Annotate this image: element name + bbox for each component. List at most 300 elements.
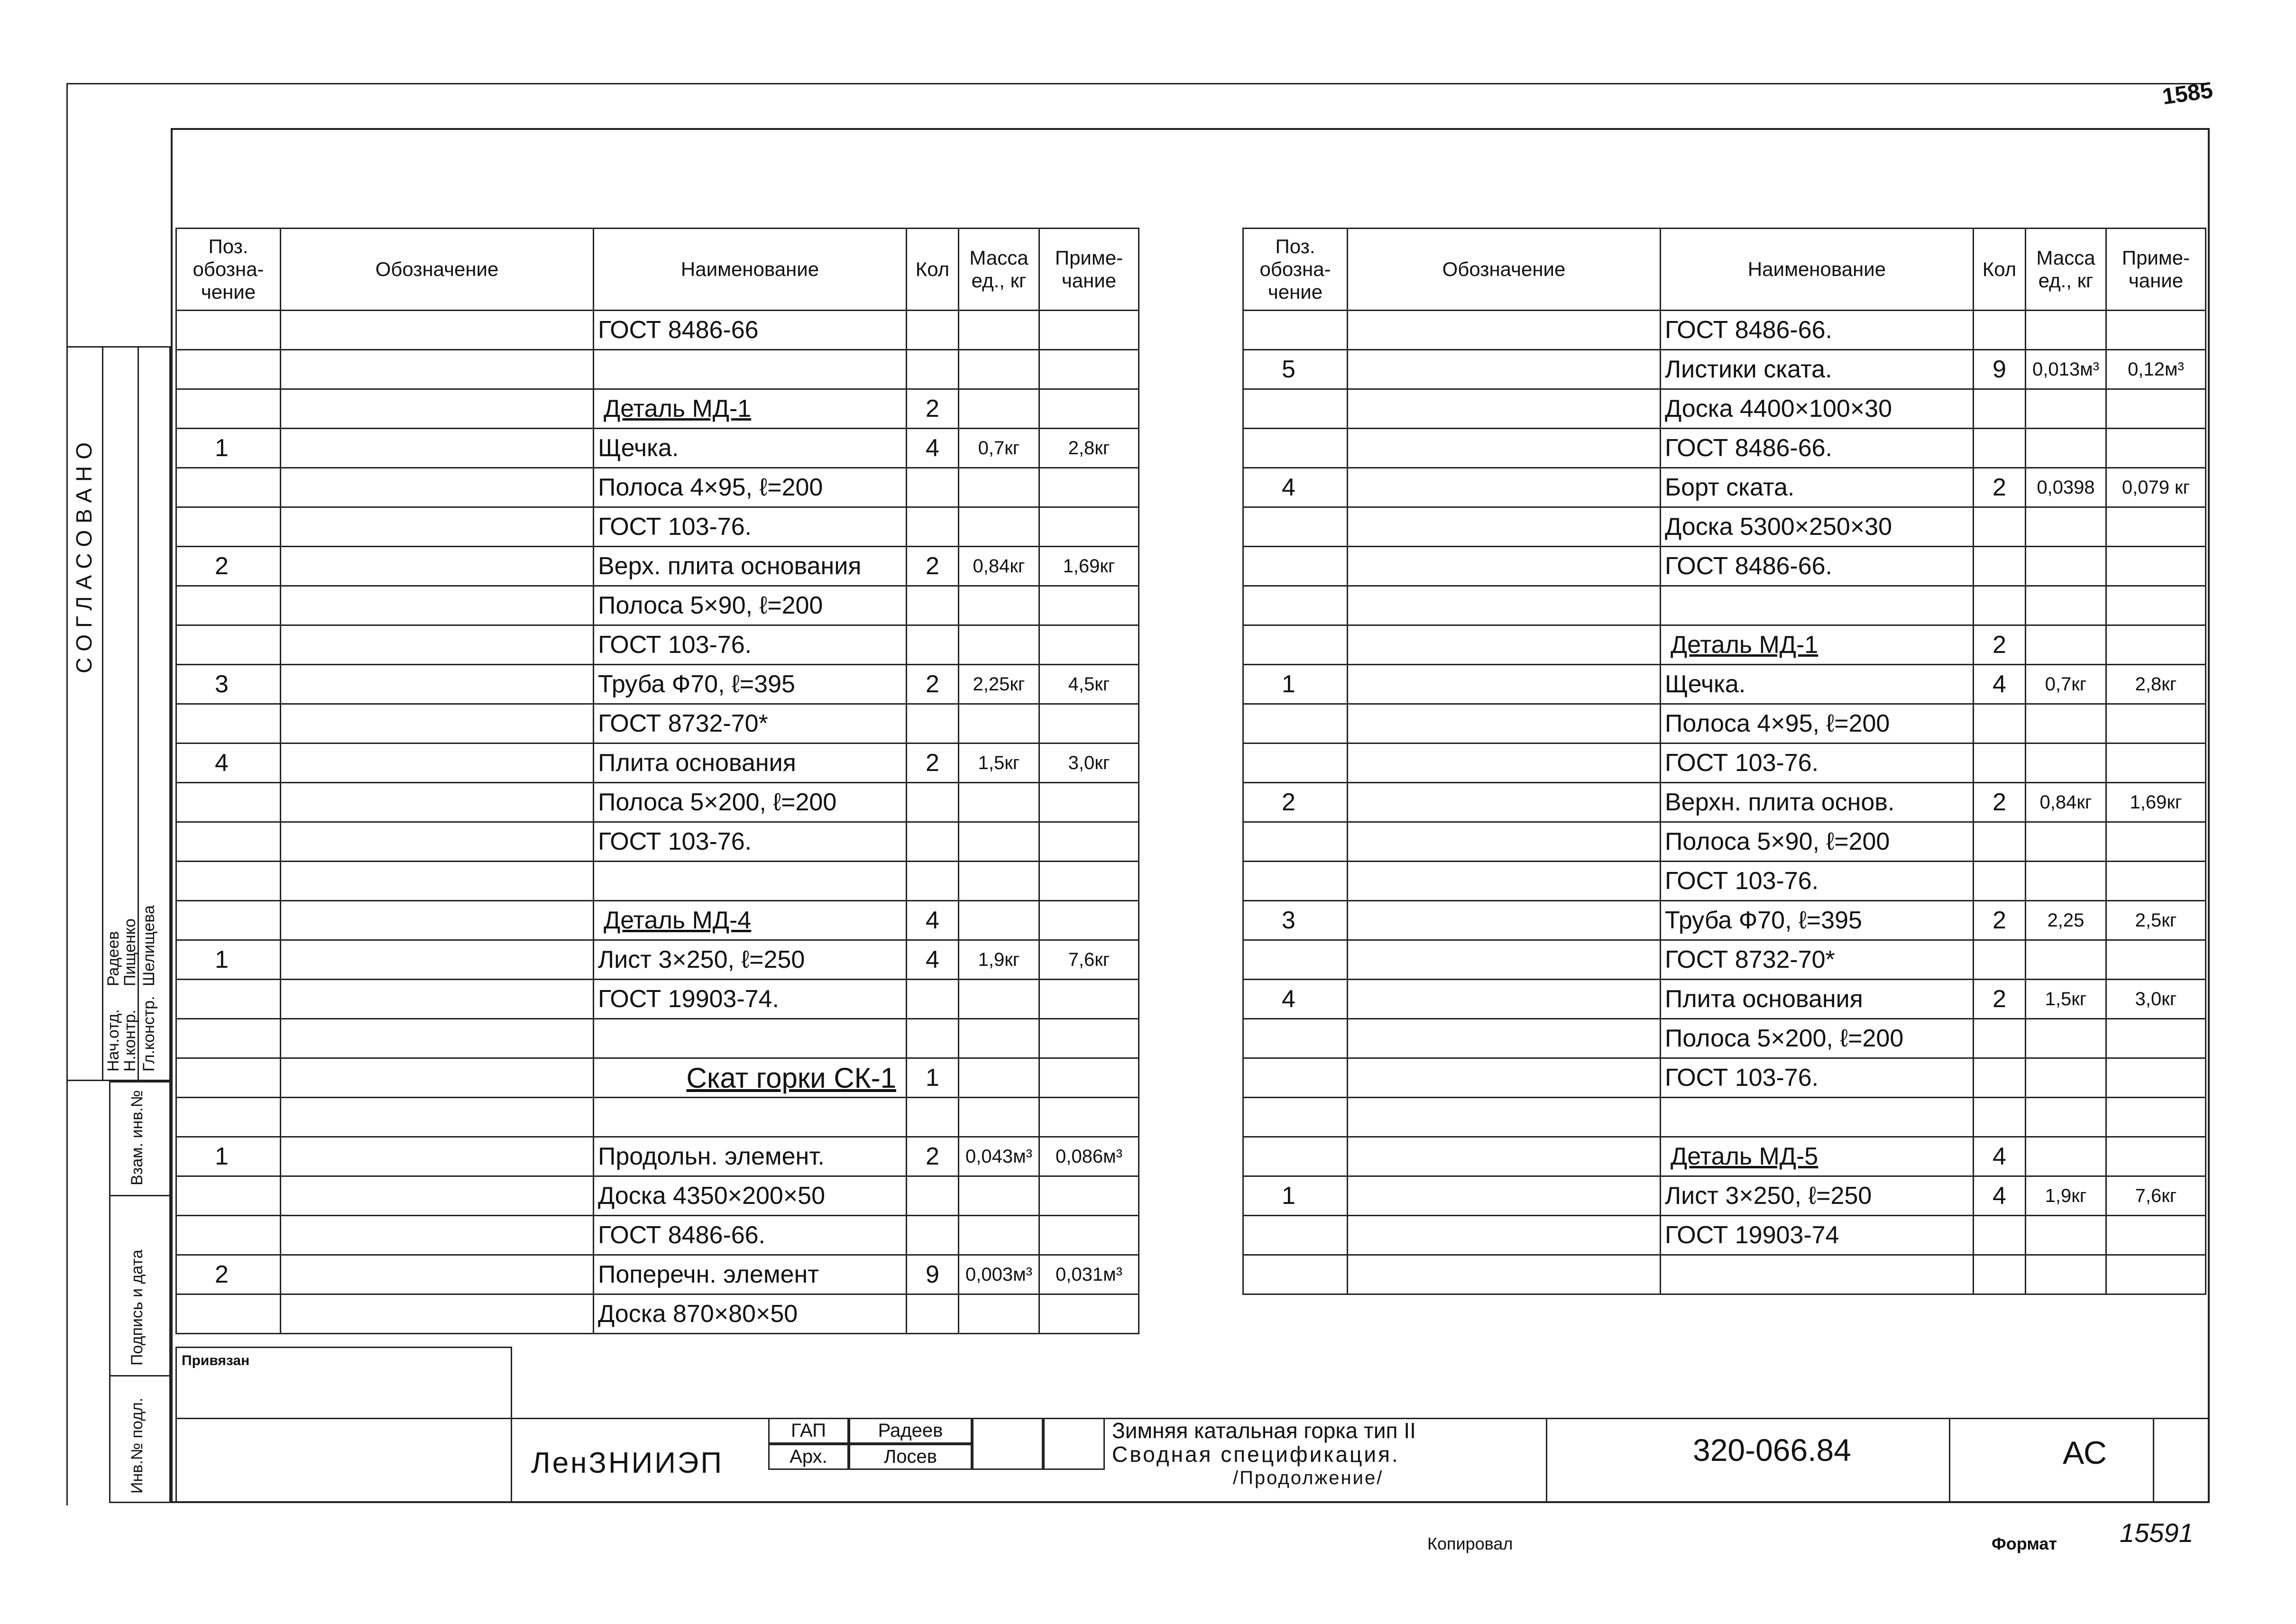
header-designation: Обозначение (281, 229, 594, 311)
mass-cell (2026, 586, 2106, 625)
designation-cell (1348, 1019, 1661, 1058)
designation-cell (1348, 468, 1661, 507)
mass-cell (959, 822, 1039, 862)
mass-cell (959, 1294, 1039, 1334)
pos-cell (1243, 1137, 1348, 1176)
name-cell: Деталь МД-1 (1661, 625, 1974, 665)
note-cell (2106, 704, 2206, 743)
mass-cell: 1,5кг (959, 743, 1039, 783)
table-row (1243, 429, 2206, 468)
side-agreed-label: СОГЛАСОВАНО (72, 436, 96, 673)
pos-cell (176, 586, 281, 625)
pos-cell (176, 862, 281, 901)
designation-cell (1348, 586, 1661, 625)
name-cell: Доска 5300×250×30 (1661, 507, 1974, 547)
pos-cell (176, 704, 281, 743)
qty-cell: 2 (1974, 468, 2026, 507)
name-cell (1661, 586, 1974, 625)
note-cell (2106, 1058, 2206, 1098)
left-spec-table (175, 228, 1139, 1334)
pos-cell (176, 1176, 281, 1216)
mass-cell (2026, 625, 2106, 665)
qty-cell (1974, 429, 2026, 468)
mass-cell: 2,25 (2026, 901, 2106, 940)
table-row (1243, 1216, 2206, 1255)
note-cell (1039, 625, 1139, 665)
note-cell (2106, 940, 2206, 980)
mass-cell (959, 350, 1039, 389)
note-cell (2106, 822, 2206, 862)
table-row (176, 665, 1139, 704)
pos-cell (1243, 1019, 1348, 1058)
qty-cell: 2 (907, 743, 959, 783)
table-row (1243, 625, 2206, 665)
note-cell: 4,5кг (1039, 665, 1139, 704)
designation-cell (1348, 547, 1661, 586)
mass-cell: 1,9кг (959, 940, 1039, 980)
designation-cell (281, 625, 594, 665)
designation-cell (281, 1255, 594, 1294)
pos-cell (1243, 389, 1348, 429)
qty-cell: 4 (907, 940, 959, 980)
designation-cell (1348, 1098, 1661, 1137)
designation-cell (281, 743, 594, 783)
right-spec-table (1242, 228, 2206, 1295)
designation-cell (281, 1098, 594, 1137)
designation-cell (1348, 1176, 1661, 1216)
pos-cell (1243, 1255, 1348, 1294)
pos-cell (1243, 507, 1348, 547)
note-cell (1039, 1098, 1139, 1137)
pos-cell (1243, 429, 1348, 468)
designation-cell (1348, 507, 1661, 547)
mass-cell (959, 625, 1039, 665)
qty-cell (907, 311, 959, 350)
designation-cell (281, 1216, 594, 1255)
note-cell (1039, 901, 1139, 940)
table-row (1243, 1019, 2206, 1058)
qty-cell (1974, 586, 2026, 625)
name-cell: ГОСТ 8486-66. (1661, 547, 1974, 586)
designation-cell (281, 586, 594, 625)
pos-cell: 2 (176, 547, 281, 586)
title-line-2: Сводная спецификация. (1112, 1442, 1400, 1467)
pos-cell: 1 (176, 940, 281, 980)
table-row (176, 1098, 1139, 1137)
name-cell: Деталь МД-1 (594, 389, 907, 429)
qty-cell (907, 350, 959, 389)
pos-cell (176, 507, 281, 547)
qty-cell (1974, 862, 2026, 901)
name-cell: ГОСТ 103-76. (1661, 862, 1974, 901)
note-cell (1039, 1058, 1139, 1098)
mass-cell (2026, 429, 2106, 468)
table-row (1243, 350, 2206, 389)
qty-cell (907, 822, 959, 862)
qty-cell: 4 (1974, 1137, 2026, 1176)
side-role-2: Н.контр. (121, 1009, 139, 1072)
mass-cell: 0,7кг (959, 429, 1039, 468)
mass-cell (959, 586, 1039, 625)
table-row (176, 507, 1139, 547)
name-cell: ГОСТ 8732-70* (594, 704, 907, 743)
designation-cell (1348, 940, 1661, 980)
pos-cell: 1 (1243, 665, 1348, 704)
table-row (176, 1137, 1139, 1176)
table-row (176, 1019, 1139, 1058)
qty-cell (907, 586, 959, 625)
table-row (176, 586, 1139, 625)
qty-cell (1974, 1058, 2026, 1098)
pos-cell: 4 (1243, 468, 1348, 507)
mass-cell: 0,0398 (2026, 468, 2106, 507)
note-cell (2106, 1216, 2206, 1255)
qty-cell: 2 (1974, 980, 2026, 1019)
pos-cell (1243, 822, 1348, 862)
pos-cell: 4 (176, 743, 281, 783)
name-cell: ГОСТ 19903-74 (1661, 1216, 1974, 1255)
table-row (176, 389, 1139, 429)
role-arch: Арх. (768, 1444, 849, 1470)
pos-cell (1243, 586, 1348, 625)
table-row (1243, 1176, 2206, 1216)
table-row (176, 743, 1139, 783)
name-cell: Полоса 5×200, ℓ=200 (594, 783, 907, 822)
mass-cell (2026, 1216, 2106, 1255)
designation-cell (281, 429, 594, 468)
mass-cell: 0,84кг (2026, 783, 2106, 822)
note-cell: 2,8кг (2106, 665, 2206, 704)
name-cell: Верх. плита основания (594, 547, 907, 586)
header-pos: Поз. обозна-чение (1243, 229, 1348, 311)
mass-cell (2026, 547, 2106, 586)
designation-cell (1348, 704, 1661, 743)
qty-cell (1974, 1216, 2026, 1255)
side-name-2: Пищенко (121, 918, 139, 986)
pos-cell (1243, 1058, 1348, 1098)
side-bottom-div-1 (109, 1195, 171, 1196)
designation-cell (281, 1019, 594, 1058)
pos-cell (176, 311, 281, 350)
qty-cell (1974, 507, 2026, 547)
designation-cell (1348, 1137, 1661, 1176)
note-cell (1039, 350, 1139, 389)
top-border-line (66, 83, 2210, 84)
pos-cell (176, 389, 281, 429)
qty-cell: 4 (907, 901, 959, 940)
pos-cell: 2 (176, 1255, 281, 1294)
qty-cell: 4 (907, 429, 959, 468)
mass-cell (959, 1176, 1039, 1216)
pos-cell (1243, 547, 1348, 586)
designation-cell (281, 468, 594, 507)
side-divider-1 (102, 346, 103, 1081)
mass-cell (2026, 1137, 2106, 1176)
table-row (1243, 1255, 2206, 1294)
table-row (1243, 704, 2206, 743)
mass-cell: 0,84кг (959, 547, 1039, 586)
designation-cell (1348, 743, 1661, 783)
role-gap: ГАП (768, 1418, 849, 1444)
qty-cell (1974, 743, 2026, 783)
qty-cell (1974, 389, 2026, 429)
name-cell: Полоса 5×90, ℓ=200 (594, 586, 907, 625)
qty-cell (907, 507, 959, 547)
table-row (1243, 1058, 2206, 1098)
designation-cell (1348, 389, 1661, 429)
side-role-1: Нач.отд. (104, 1009, 122, 1072)
note-cell: 2,8кг (1039, 429, 1139, 468)
designation-cell (1348, 822, 1661, 862)
format-label: Формат (1992, 1534, 2057, 1553)
name-cell: ГОСТ 19903-74. (594, 980, 907, 1019)
table-row (1243, 547, 2206, 586)
pos-cell (176, 350, 281, 389)
qty-cell (907, 862, 959, 901)
designation-cell (1348, 350, 1661, 389)
name-cell: ГОСТ 8486-66. (594, 1216, 907, 1255)
note-cell (2106, 311, 2206, 350)
name-cell: ГОСТ 8732-70* (1661, 940, 1974, 980)
table-row (176, 311, 1139, 350)
designation-cell (1348, 901, 1661, 940)
note-cell: 2,5кг (2106, 901, 2206, 940)
table-row (1243, 1137, 2206, 1176)
qty-cell: 2 (1974, 901, 2026, 940)
pos-cell: 5 (1243, 350, 1348, 389)
right-header-row (1243, 229, 2206, 311)
mass-cell (959, 1098, 1039, 1137)
name-cell (1661, 1098, 1974, 1137)
header-qty: Кол (907, 229, 959, 311)
note-cell (2106, 547, 2206, 586)
note-cell (2106, 862, 2206, 901)
note-cell: 3,0кг (2106, 980, 2206, 1019)
name-cell: ГОСТ 103-76. (594, 625, 907, 665)
table-row (176, 1255, 1139, 1294)
designation-cell (281, 980, 594, 1019)
note-cell: 1,69кг (1039, 547, 1139, 586)
table-row (176, 1176, 1139, 1216)
designation-cell (281, 901, 594, 940)
table-row (1243, 1098, 2206, 1137)
copied-label: Копировал (1427, 1534, 1513, 1553)
qty-cell: 2 (1974, 783, 2026, 822)
mass-cell (2026, 743, 2106, 783)
name-cell: ГОСТ 8486-66 (594, 311, 907, 350)
stage-code: АС (2063, 1435, 2107, 1471)
note-cell: 1,69кг (2106, 783, 2206, 822)
qty-cell (1974, 822, 2026, 862)
designation-cell (281, 547, 594, 586)
mass-cell (959, 468, 1039, 507)
pos-cell: 1 (176, 1137, 281, 1176)
qty-cell (907, 1176, 959, 1216)
note-cell: 0,12м³ (2106, 350, 2206, 389)
pos-cell: 2 (1243, 783, 1348, 822)
mass-cell (959, 862, 1039, 901)
header-note: Приме-чание (1039, 229, 1139, 311)
designation-cell (281, 1294, 594, 1334)
qty-cell: 2 (907, 1137, 959, 1176)
title-divider-1 (1546, 1418, 1547, 1503)
note-cell: 7,6кг (2106, 1176, 2206, 1216)
mass-cell (2026, 1255, 2106, 1294)
pos-cell (1243, 743, 1348, 783)
qty-cell (1974, 1255, 2026, 1294)
qty-cell (1974, 704, 2026, 743)
pos-cell (176, 1058, 281, 1098)
doc-number: 320-066.84 (1693, 1432, 1851, 1468)
table-row (176, 862, 1139, 901)
note-cell (1039, 1019, 1139, 1058)
note-cell (1039, 783, 1139, 822)
name-cell (594, 1098, 907, 1137)
table-row (176, 468, 1139, 507)
title-line-1: Зимняя катальная горка тип II (1112, 1418, 1416, 1443)
note-cell (1039, 822, 1139, 862)
table-row (1243, 940, 2206, 980)
designation-cell (1348, 311, 1661, 350)
name-cell: Полоса 4×95, ℓ=200 (594, 468, 907, 507)
mass-cell (2026, 1058, 2106, 1098)
mass-cell (2026, 389, 2106, 429)
qty-cell: 4 (1974, 665, 2026, 704)
pos-cell (1243, 1216, 1348, 1255)
qty-cell (907, 783, 959, 822)
mass-cell (2026, 1098, 2106, 1137)
date-cell-1 (1043, 1418, 1105, 1470)
qty-cell (907, 704, 959, 743)
table-row (176, 1058, 1139, 1098)
name-cell: Доска 4400×100×30 (1661, 389, 1974, 429)
title-divider-2 (1949, 1418, 1950, 1503)
pos-cell (176, 901, 281, 940)
pos-cell (176, 980, 281, 1019)
name-cell: Скат горки СК-1 (594, 1058, 907, 1098)
header-designation: Обозначение (1348, 229, 1661, 311)
pos-cell (1243, 862, 1348, 901)
mass-cell (2026, 822, 2106, 862)
title-line-3: /Продолжение/ (1233, 1468, 1384, 1488)
designation-cell (281, 507, 594, 547)
note-cell: 3,0кг (1039, 743, 1139, 783)
mass-cell (959, 704, 1039, 743)
table-row (1243, 783, 2206, 822)
designation-cell (1348, 980, 1661, 1019)
qty-cell (907, 1294, 959, 1334)
header-name: Наименование (594, 229, 907, 311)
note-cell (1039, 468, 1139, 507)
table-row (1243, 980, 2206, 1019)
header-pos: Поз. обозна-чение (176, 229, 281, 311)
side-role-3: Гл.констр. (140, 996, 158, 1072)
table-row (1243, 507, 2206, 547)
name-cell: Труба Ф70, ℓ=395 (1661, 901, 1974, 940)
table-row (1243, 743, 2206, 783)
qty-cell (907, 468, 959, 507)
name-cell: Доска 870×80×50 (594, 1294, 907, 1334)
name-gap: Радеев (849, 1418, 972, 1444)
table-row (176, 547, 1139, 586)
name-cell: Продольн. элемент. (594, 1137, 907, 1176)
note-cell (1039, 1294, 1139, 1334)
note-cell: 0,031м³ (1039, 1255, 1139, 1294)
pos-cell (176, 783, 281, 822)
designation-cell (1348, 429, 1661, 468)
table-row (176, 1294, 1139, 1334)
designation-cell (281, 862, 594, 901)
name-cell: Борт ската. (1661, 468, 1974, 507)
mass-cell (959, 901, 1039, 940)
pos-cell: 3 (176, 665, 281, 704)
sheet-cell (2153, 1418, 2210, 1503)
name-cell: Полоса 4×95, ℓ=200 (1661, 704, 1974, 743)
name-cell: Щечка. (1661, 665, 1974, 704)
table-row (176, 429, 1139, 468)
name-cell (594, 350, 907, 389)
pos-cell: 4 (1243, 980, 1348, 1019)
qty-cell: 9 (907, 1255, 959, 1294)
side-name-1: Радеев (104, 931, 122, 986)
mass-cell (2026, 862, 2106, 901)
name-cell: Плита основания (1661, 980, 1974, 1019)
qty-cell: 2 (907, 547, 959, 586)
name-cell: Верхн. плита основ. (1661, 783, 1974, 822)
table-row (1243, 311, 2206, 350)
pos-cell (1243, 625, 1348, 665)
designation-cell (281, 389, 594, 429)
qty-cell (907, 1019, 959, 1058)
note-cell (1039, 1216, 1139, 1255)
name-cell: Поперечн. элемент (594, 1255, 907, 1294)
name-cell (594, 1019, 907, 1058)
qty-cell: 2 (907, 665, 959, 704)
designation-cell (1348, 1058, 1661, 1098)
pos-cell (1243, 704, 1348, 743)
mass-cell: 0,013м³ (2026, 350, 2106, 389)
org-name: ЛенЗНИИЭП (531, 1447, 724, 1479)
qty-cell: 2 (907, 389, 959, 429)
note-cell (2106, 1019, 2206, 1058)
mass-cell: 1,9кг (2026, 1176, 2106, 1216)
note-cell (2106, 1137, 2206, 1176)
note-cell: 7,6кг (1039, 940, 1139, 980)
note-cell (1039, 389, 1139, 429)
qty-cell: 1 (907, 1058, 959, 1098)
mass-cell (959, 507, 1039, 547)
side-name-3: Шелищева (140, 905, 158, 986)
name-cell: Полоса 5×200, ℓ=200 (1661, 1019, 1974, 1058)
note-cell (1039, 704, 1139, 743)
table-row (176, 1216, 1139, 1255)
qty-cell (1974, 1098, 2026, 1137)
qty-cell (1974, 1019, 2026, 1058)
note-cell (1039, 311, 1139, 350)
designation-cell (281, 940, 594, 980)
name-arch: Лосев (849, 1444, 972, 1470)
qty-cell (1974, 547, 2026, 586)
name-cell: ГОСТ 103-76. (1661, 743, 1974, 783)
designation-cell (281, 311, 594, 350)
table-row (176, 783, 1139, 822)
name-cell: ГОСТ 8486-66. (1661, 429, 1974, 468)
mass-cell (959, 783, 1039, 822)
note-cell (1039, 586, 1139, 625)
name-cell: Плита основания (594, 743, 907, 783)
name-cell: Деталь МД-4 (594, 901, 907, 940)
table-row (1243, 822, 2206, 862)
